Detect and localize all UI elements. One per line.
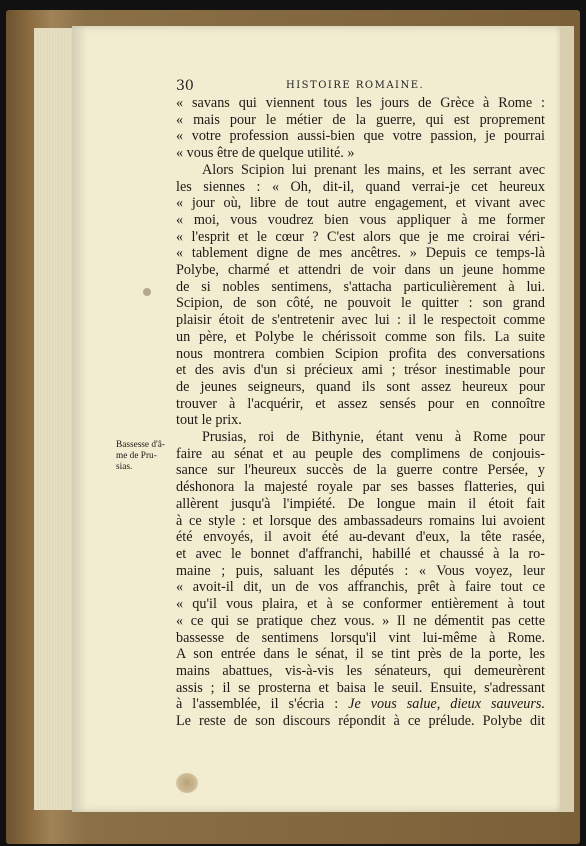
text-span: un père, et Polybe le chérissoit comme son fils. La suite <box>176 328 545 345</box>
page-number: 30 <box>176 78 194 94</box>
text-line <box>176 229 545 246</box>
text-line <box>176 145 545 162</box>
text-line <box>176 496 545 513</box>
text-span: « ce qui se pratique chez vous. » Il ne démentit pas cette <box>176 612 545 629</box>
text-span: A son entrée dans le sénat, il se tint près de la porte, les <box>176 646 545 663</box>
text-line <box>176 513 545 530</box>
text-line <box>176 179 545 196</box>
running-title: HISTOIRE ROMAINE. <box>286 80 425 91</box>
text-span: sance sur l'heureux succès de la guerre contre Persée, y <box>176 462 545 479</box>
text-span: à l'assemblée, il s'écria : <box>176 696 349 713</box>
text-line <box>176 713 545 730</box>
text-line <box>176 646 545 663</box>
margin-note-line: sias. <box>116 462 133 472</box>
text-span: « qu'il vous plaira, et à se conformer entièrement à tout <box>176 596 545 613</box>
text-span: tout le prix. <box>176 412 242 429</box>
text-span: « votre profession aussi-bien que votre passion, je pourrai <box>176 128 545 145</box>
text-span: les siennes : « Oh, dit-il, quand verrai-je cet heureux <box>176 178 545 195</box>
text-span: assis ; il se prosterna et baisa le seuil. Ensuite, s'adressant <box>176 679 545 696</box>
text-span: Scipion, de son côté, ne pouvoit le quitter : son grand <box>176 295 545 312</box>
page-gutter-right <box>560 26 574 812</box>
text-line <box>176 162 545 179</box>
text-span: été envoyés, il avoit été au-devant d'eux, la tête rasée, <box>176 529 545 546</box>
text-span: Polybe, charmé et attendri de voir dans un jeune homme <box>176 262 545 279</box>
text-span: nous montrera combien Scipion profita des conversations <box>176 345 545 362</box>
margin-note-line: Bassesse d'â- <box>116 440 165 450</box>
text-line <box>176 212 545 229</box>
text-line <box>176 346 545 363</box>
text-line <box>176 696 545 713</box>
text-line <box>176 479 545 496</box>
text-span: bassesse de sentimens lorsqu'il vint lui-même à Rome. <box>176 629 545 646</box>
text-span: faire au sénat et au peuple des complimens de conjouis- <box>176 445 545 462</box>
text-line <box>176 112 545 129</box>
text-span: « tablement digne de mes ancêtres. » Depuis ce temps-là <box>176 245 545 262</box>
text-line <box>176 563 545 580</box>
text-line <box>176 312 545 329</box>
text-span: plaisir étoit de s'entretenir avec lui : il le respectoit comme <box>176 312 545 329</box>
text-span: allèrent jusqu'à l'impiété. De longue main il étoit fait <box>176 495 545 512</box>
text-span: et avec le bonnet d'affranchi, habillé et chaussé à la ro- <box>176 545 545 562</box>
text-span: de si nobles sentimens, s'attacha particulièrement à lui. <box>176 278 545 295</box>
text-line <box>176 362 545 379</box>
text-span: déshonora la majesté royale par ses basses flatteries, qui <box>176 479 545 496</box>
text-span: mains abattues, vis-à-vis les sénateurs, qui demeurèrent <box>176 662 545 679</box>
text-span: et des avis d'un si précieux ami ; trésor inestimable pour <box>176 362 545 379</box>
text-span: Alors Scipion lui prenant les mains, et les serrant avec <box>202 161 545 178</box>
text-span: à ce style : et lorsque des ambassadeurs romains lui avoient <box>176 512 545 529</box>
text-span: « moi, vous voudrez bien vous appliquer à me former <box>176 211 545 228</box>
text-line <box>176 295 545 312</box>
text-line <box>176 95 545 112</box>
text-span: maine ; puis, saluant les députés : « Vous voyez, leur <box>176 562 545 579</box>
text-line <box>176 245 545 262</box>
text-line <box>176 613 545 630</box>
text-span: « mais pour le métier de la guerre, qui est proprement <box>176 111 545 128</box>
text-line <box>176 262 545 279</box>
text-line <box>176 446 545 463</box>
text-span: « l'esprit et le cœur ? C'est alors que je me croirai véri- <box>176 228 545 245</box>
text-span: Le reste de son discours répondit à ce prélude. Polybe dit <box>176 713 545 730</box>
text-line <box>176 630 545 647</box>
ink-spot <box>143 288 151 296</box>
text-line <box>176 412 545 429</box>
text-line <box>176 462 545 479</box>
text-line <box>176 429 545 446</box>
body-text <box>176 95 545 730</box>
text-line <box>176 279 545 296</box>
page-header <box>176 78 546 94</box>
paper-stain <box>176 773 198 793</box>
text-span: trouver à l'acquérir, et assez sensés pour en connoître <box>176 395 545 412</box>
text-span: « avoit-il dit, un de vos affranchis, prêt à faire tout ce <box>176 579 545 596</box>
text-line <box>176 596 545 613</box>
text-span: de jeunes seigneurs, quand ils sont assez heureux pour <box>176 378 545 395</box>
text-line <box>176 680 545 697</box>
margin-note-line: me de Pru- <box>116 451 157 461</box>
text-line <box>176 663 545 680</box>
text-span: Prusias, roi de Bithynie, étant venu à Rome pour <box>202 429 545 446</box>
text-line <box>176 128 545 145</box>
text-line <box>176 546 545 563</box>
text-line <box>176 329 545 346</box>
text-line <box>176 529 545 546</box>
text-span: « jour où, libre de tout autre engagement, et vivant avec <box>176 195 545 212</box>
text-line <box>176 195 545 212</box>
text-line <box>176 379 545 396</box>
margin-note <box>116 440 180 473</box>
text-line <box>176 579 545 596</box>
text-line <box>176 396 545 413</box>
text-span: « vous être de quelque utilité. » <box>176 145 355 162</box>
text-span: « savans qui viennent tous les jours de Grèce à Rome : <box>176 95 545 111</box>
italic-text: Je vous salue, dieux sauveurs. <box>348 696 545 713</box>
